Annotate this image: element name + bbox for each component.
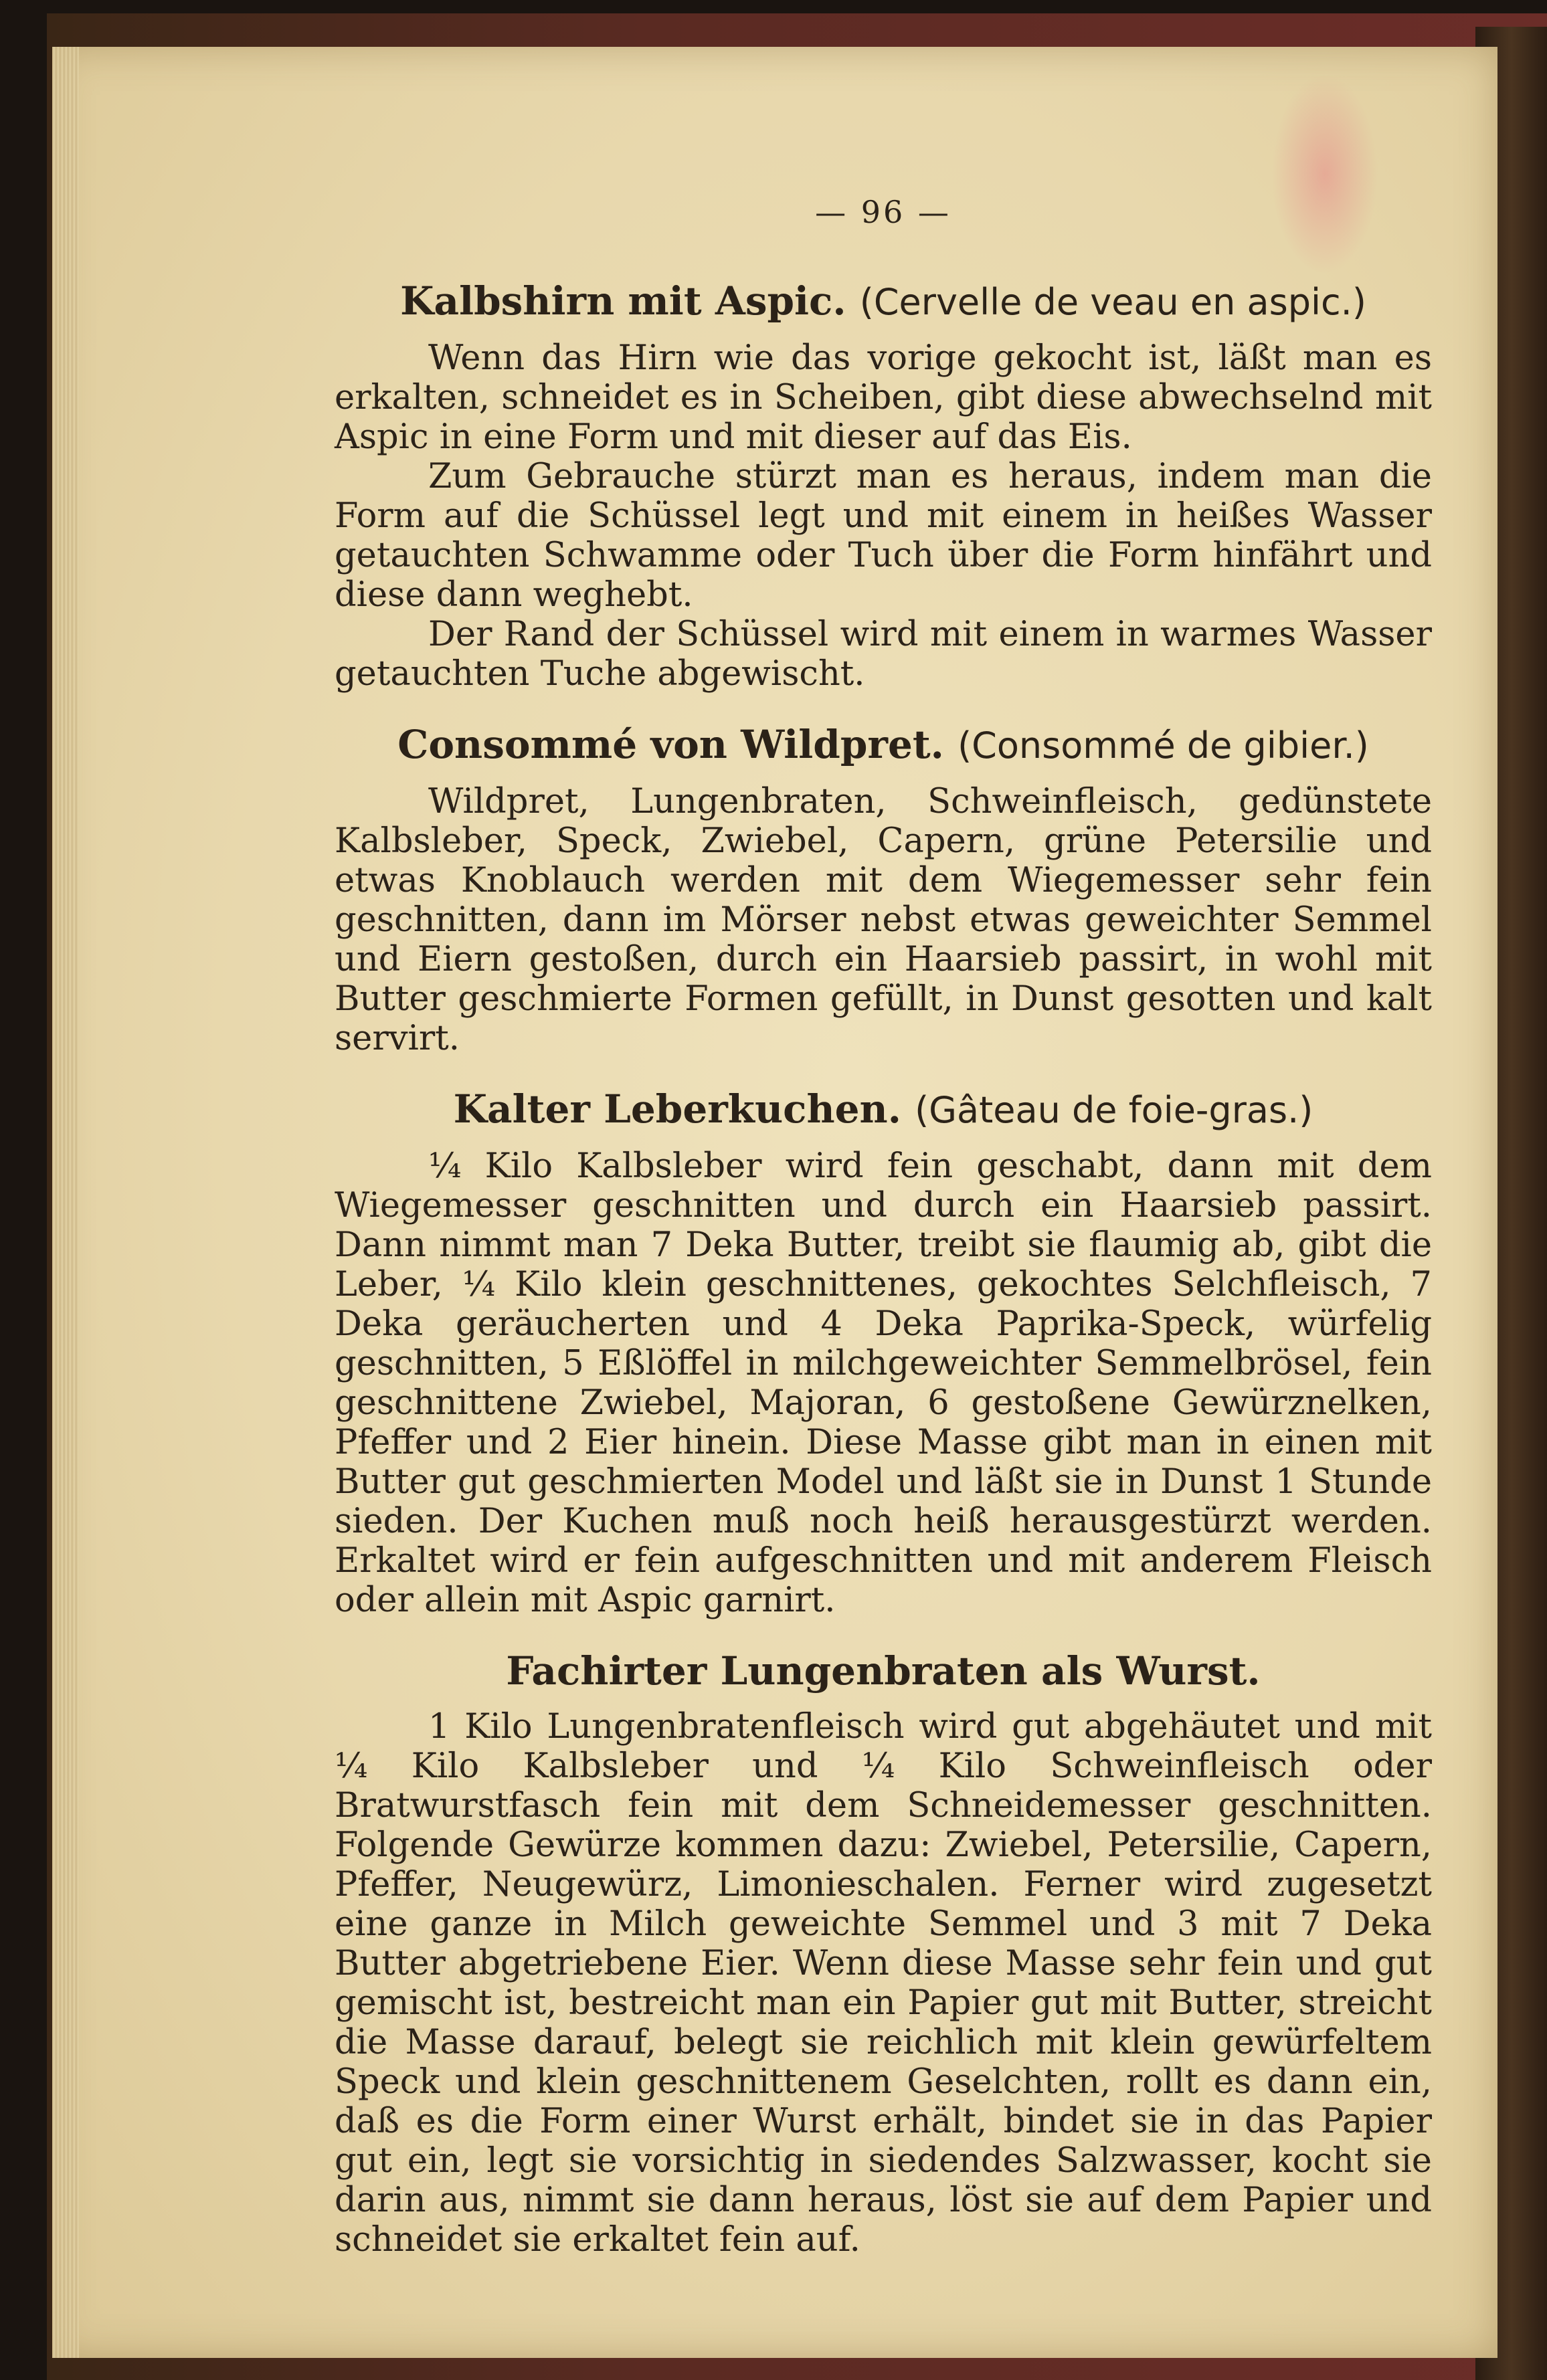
recipe-paragraph: Wenn das Hirn wie das vorige gekocht ist, läßt man es erkalten, schneidet es in Scheiben, gibt diese abwechselnd mit Aspic in eine Form und mit dieser auf das Eis. xyxy=(335,338,1432,457)
recipe-title-french: (Consommé de gibier.) xyxy=(958,724,1369,767)
recipe-title-kalbshirn xyxy=(335,277,1432,326)
recipe-title-french: (Cervelle de veau en aspic.) xyxy=(859,281,1366,323)
recipe-title: Consommé von Wildpret. xyxy=(397,722,944,767)
recipe-title: Kalbshirn mit Aspic. xyxy=(400,278,846,324)
recipe-paragraph: Wildpret, Lungenbraten, Schweinfleisch, gedünstete Kalbsleber, Speck, Zwiebel, Capern, grüne Petersilie und etwas Knoblauch werden mit dem Wiegemesser sehr fein geschnitten, dann im Mörser nebst etwas geweichter Semmel und Eiern gestoßen, durch ein Haarsieb passirt, in wohl mit Butter geschmierte Formen gefüllt, in Dunst gesotten und kalt servirt. xyxy=(335,782,1432,1058)
recipe-title-consomme xyxy=(335,720,1432,770)
page-edge xyxy=(52,47,79,2358)
recipe-paragraph: Der Rand der Schüssel wird mit einem in warmes Wasser getauchten Tuche abgewischt. xyxy=(335,615,1432,694)
recipe-title-lungenbraten xyxy=(335,1647,1432,1695)
recipe-title-french: (Gâteau de foie-gras.) xyxy=(915,1089,1313,1131)
recipe-paragraph: ¼ Kilo Kalbsleber wird fein geschabt, dann mit dem Wiegemesser geschnitten und durch ein Haarsieb passirt. Dann nimmt man 7 Deka Butter, treibt sie flaumig ab, gibt die Leber, ¼ Kilo klein geschnittenes, gekochtes Selchfleisch, 7 Deka geräucherten und 4 Deka Paprika-Speck, würfelig geschnitten, 5 Eßlöffel in milchgeweichter Semmelbrösel, fein geschnittene Zwiebel, Majoran, 6 gestoßene Gewürznelken, Pfeffer und 2 Eier hinein. Diese Masse gibt man in einen mit Butter gut geschmierten Model und läßt sie in Dunst 1 Stunde sieden. Der Kuchen muß noch heiß herausgestürzt werden. Erkaltet wird er fein aufgeschnitten und mit anderem Fleisch oder allein mit Aspic garnirt. xyxy=(335,1147,1432,1620)
page-number: — 96 — xyxy=(815,194,951,230)
recipe-title-leberkuchen xyxy=(335,1085,1432,1134)
recipe-title: Kalter Leberkuchen. xyxy=(453,1086,901,1132)
recipe-title: Fachirter Lungenbraten als Wurst. xyxy=(506,1648,1261,1694)
recipe-paragraph: Zum Gebrauche stürzt man es heraus, indem man die Form auf die Schüssel legt und mit einem in heißes Wasser getauchten Schwamme oder Tuch über die Form hinfährt und diese dann weghebt. xyxy=(335,457,1432,615)
page-text xyxy=(335,194,1432,2260)
recipe-paragraph: 1 Kilo Lungenbratenfleisch wird gut abgehäutet und mit ¼ Kilo Kalbsleber und ¼ Kilo Schweinfleisch oder Bratwurstfasch fein mit dem Schneidemesser geschnitten. Folgende Gewürze kommen dazu: Zwiebel, Petersilie, Capern, Pfeffer, Neugewürz, Limonieschalen. Ferner wird zugesetzt eine ganze in Milch geweichte Semmel und 3 mit 7 Deka Butter abgetriebene Eier. Wenn diese Masse sehr fein und gut gemischt ist, bestreicht man ein Papier gut mit Butter, streicht die Masse darauf, belegt sie reichlich mit klein gewürfeltem Speck und klein geschnittenem Geselchten, rollt es dann ein, daß es die Form einer Wurst erhält, bindet sie in das Papier gut ein, legt sie vorsichtig in siedendes Salzwasser, kocht sie darin aus, nimmt sie dann heraus, löst sie auf dem Papier und schneidet sie erkaltet fein auf. xyxy=(335,1707,1432,2260)
